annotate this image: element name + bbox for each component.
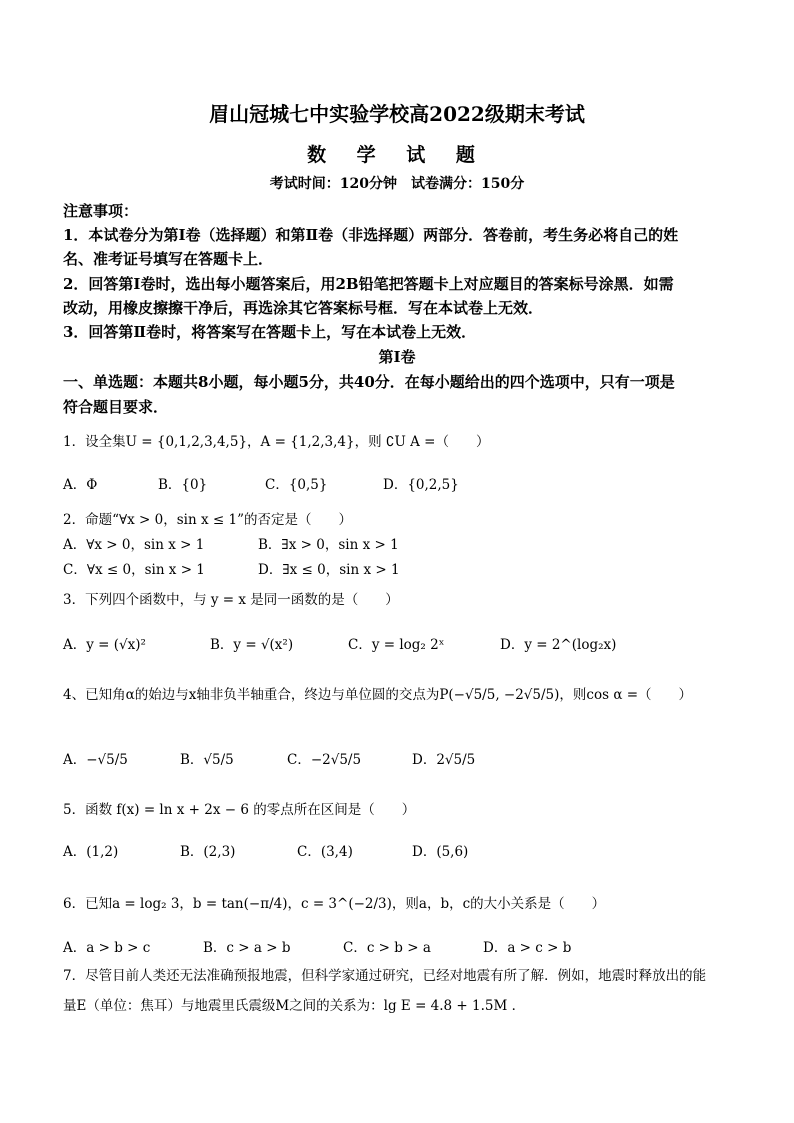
question-6-stem: 6．已知a = log₂ 3，b = tan(−π/4)，c = 3^(−2/3)，则a，b，c的大小关系是（ ） (63, 896, 606, 912)
question-4-option-b: B．√5/5 (180, 752, 234, 768)
exam-title: 眉山冠城七中实验学校高2022级期末考试 (209, 102, 585, 126)
section-instructions-line-1: 一、单选题：本题共8小题，每小题5分，共40分．在每小题给出的四个选项中，只有一项是 (63, 373, 675, 391)
note-1-line-2: 名、准考证号填写在答题卡上． (63, 250, 274, 268)
question-3-option-b: B．y = √(x²) (210, 637, 294, 653)
question-2-option-c: C．∀x ≤ 0，sin x > 1 (63, 562, 205, 578)
question-5-option-a: A．(1,2) (63, 844, 119, 860)
question-7-line-1: 7．尽管目前人类还无法准确预报地震，但科学家通过研究，已经对地震有所了解．例如，地震时释放出的能 (63, 968, 707, 984)
question-4-option-a: A．−√5/5 (63, 752, 128, 768)
question-4-stem (63, 683, 692, 703)
question-1-option-a: A．Φ (63, 477, 98, 493)
question-6-option-b: B．c > a > b (203, 940, 291, 956)
question-7-line-2: 量E（单位：焦耳）与地震里氏震级M之间的关系为：lg E = 4.8 + 1.5M ． (63, 998, 526, 1014)
question-6-option-d: D．a > c > b (483, 940, 572, 956)
question-1-option-d: D．{0,2,5} (383, 477, 459, 493)
part-1-heading: 第Ⅰ卷 (378, 348, 416, 366)
note-2-line-1: 2．回答第Ⅰ卷时，选出每小题答案后，用2B铅笔把答题卡上对应题目的答案标号涂黑．如需 (63, 275, 674, 293)
question-5-option-c: C．(3,4) (297, 844, 353, 860)
question-5-stem: 5．函数 f(x) = ln x + 2x − 6 的零点所在区间是（ ） (63, 802, 416, 818)
question-1-option-b: B．{0} (158, 477, 208, 493)
question-3-option-d: D．y = 2^(log₂x) (500, 637, 617, 653)
question-4-point: P(−√5/5, −2√5/5) (439, 687, 560, 703)
exam-subject: 数 学 试 题 (307, 144, 487, 166)
exam-info: 考试时间：120分钟 试卷满分：150分 (269, 176, 525, 192)
question-5-option-b: B．(2,3) (180, 844, 236, 860)
question-4-option-d: D．2√5/5 (412, 752, 476, 768)
question-3-stem: 3．下列四个函数中，与 y = x 是同一函数的是（ ） (63, 592, 399, 608)
question-3-option-a: A．y = (√x)² (63, 637, 146, 653)
question-4-stem-pre: 4、已知角α的始边与x轴非负半轴重合，终边与单位圆的交点为 (63, 687, 440, 703)
question-2-option-a: A．∀x > 0，sin x > 1 (63, 537, 205, 553)
question-6-option-a: A．a > b > c (63, 940, 151, 956)
question-1-stem: 1．设全集U = {0,1,2,3,4,5}，A = {1,2,3,4}，则 ∁U A =（ ） (63, 434, 490, 450)
question-4-stem-post: ，则cos α =（ ） (559, 687, 693, 703)
question-2-stem: 2．命题“∀x > 0，sin x ≤ 1”的否定是（ ） (63, 512, 352, 528)
notes-heading: 注意事项： (63, 202, 139, 220)
question-6-option-c: C．c > b > a (343, 940, 431, 956)
question-2-option-b: B．∃x > 0，sin x > 1 (258, 537, 399, 553)
question-2-option-d: D．∃x ≤ 0，sin x > 1 (258, 562, 400, 578)
section-instructions-line-2: 符合题目要求． (63, 398, 169, 416)
note-3: 3．回答第Ⅱ卷时，将答案写在答题卡上，写在本试卷上无效． (63, 323, 477, 341)
note-1-line-1: 1．本试卷分为第Ⅰ卷（选择题）和第Ⅱ卷（非选择题）两部分．答卷前，考生务必将自己的姓 (63, 226, 679, 244)
question-5-option-d: D．(5,6) (412, 844, 469, 860)
question-3-option-c: C．y = log₂ 2ˣ (348, 637, 445, 653)
question-4-option-c: C．−2√5/5 (287, 752, 362, 768)
note-2-line-2: 改动，用橡皮擦擦干净后，再选涂其它答案标号框．写在本试卷上无效． (63, 299, 544, 317)
question-1-option-c: C．{0,5} (265, 477, 328, 493)
